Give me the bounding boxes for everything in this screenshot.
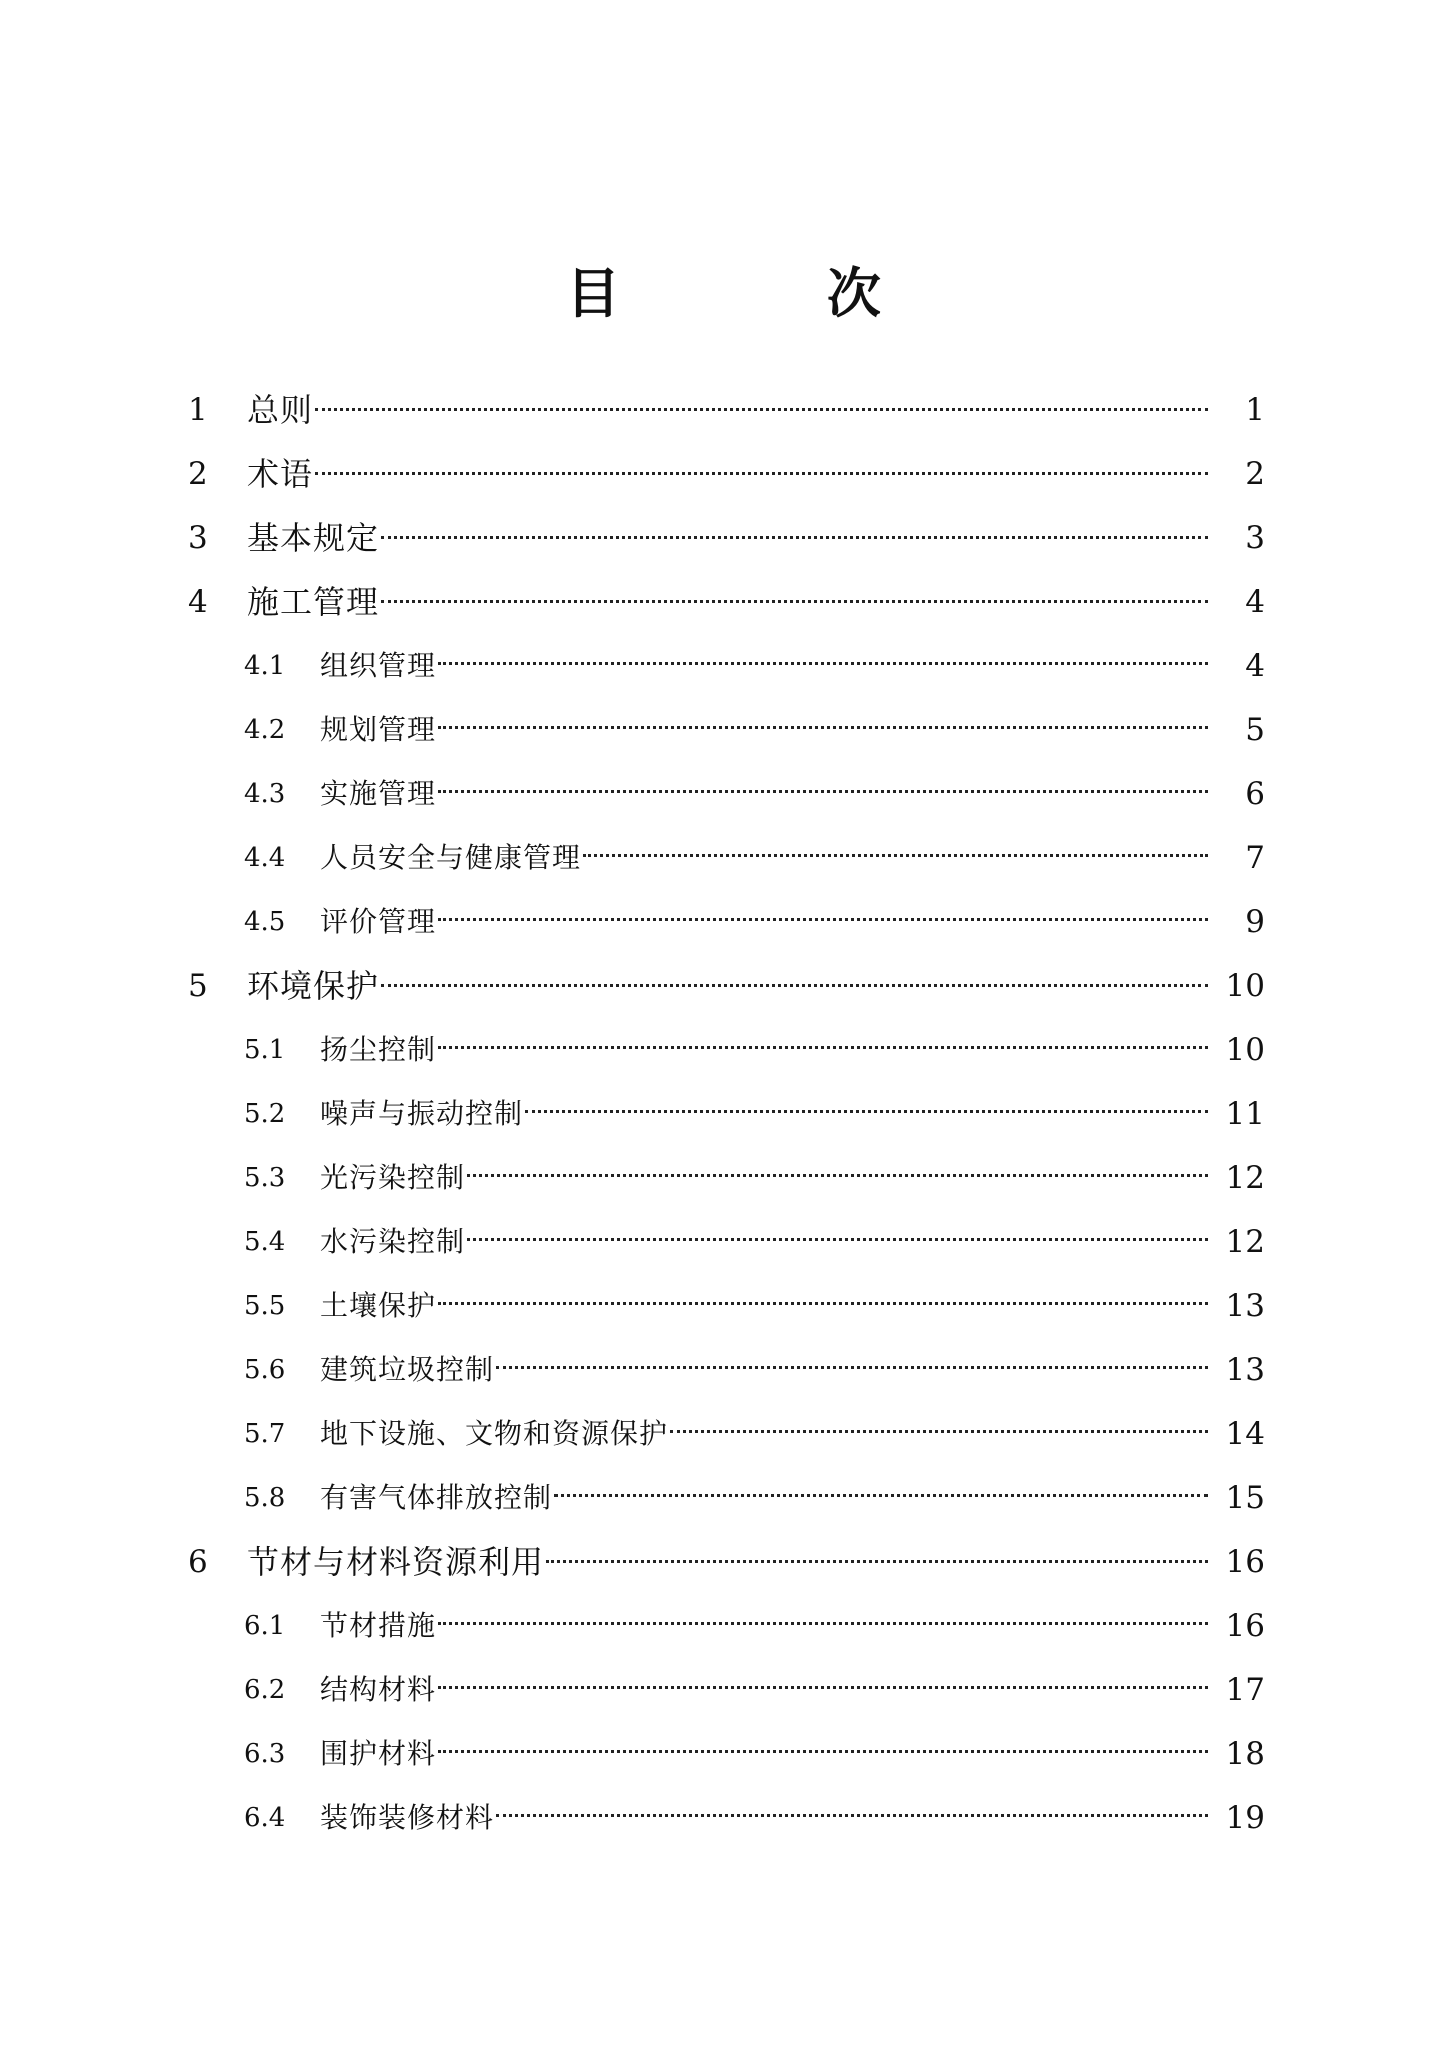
entry-label: 有害气体排放控制 xyxy=(320,1481,553,1514)
entry-page-number: 12 xyxy=(1225,1160,1265,1196)
entry-page-number: 3 xyxy=(1245,520,1265,556)
entry-page-number: 1 xyxy=(1245,392,1265,428)
toc-entry[interactable] xyxy=(0,1345,1447,1395)
entry-number: 5.1 xyxy=(244,1035,286,1065)
entry-label: 环境保护 xyxy=(247,967,380,1005)
entry-number: 6.3 xyxy=(244,1739,286,1769)
entry-label: 术语 xyxy=(247,455,314,493)
entry-number: 5.7 xyxy=(244,1419,286,1449)
toc-entry[interactable] xyxy=(0,1473,1447,1523)
entry-number: 6.1 xyxy=(244,1611,286,1641)
toc-entry[interactable] xyxy=(0,1089,1447,1139)
entry-page-number: 12 xyxy=(1225,1224,1265,1260)
toc-entry[interactable] xyxy=(0,833,1447,883)
dot-leader xyxy=(554,1492,1208,1497)
entry-number: 5.6 xyxy=(244,1355,286,1385)
toc-entry[interactable] xyxy=(0,513,1447,563)
dot-leader xyxy=(496,1812,1208,1817)
toc-entry[interactable] xyxy=(0,1729,1447,1779)
entry-page-number: 4 xyxy=(1245,648,1265,684)
entry-label: 基本规定 xyxy=(247,519,380,557)
entry-label: 水污染控制 xyxy=(320,1225,466,1258)
dot-leader xyxy=(496,1364,1208,1369)
entry-label: 节材措施 xyxy=(320,1609,437,1642)
dot-leader xyxy=(315,406,1208,411)
toc-entry[interactable] xyxy=(0,1793,1447,1843)
dot-leader xyxy=(438,916,1208,921)
entry-number: 5.3 xyxy=(244,1163,286,1193)
entry-label: 规划管理 xyxy=(320,713,437,746)
entry-page-number: 11 xyxy=(1225,1096,1265,1132)
entry-label: 结构材料 xyxy=(320,1673,437,1706)
toc-entry[interactable] xyxy=(0,1601,1447,1651)
toc-entry[interactable] xyxy=(0,449,1447,499)
entry-label: 组织管理 xyxy=(320,649,437,682)
dot-leader xyxy=(583,852,1208,857)
dot-leader xyxy=(438,1300,1208,1305)
entry-number: 5 xyxy=(188,968,208,1004)
dot-leader xyxy=(438,660,1208,665)
dot-leader xyxy=(438,1748,1208,1753)
entry-page-number: 15 xyxy=(1225,1480,1265,1516)
toc-entry[interactable] xyxy=(0,1665,1447,1715)
toc-entry[interactable] xyxy=(0,1217,1447,1267)
toc-entry[interactable] xyxy=(0,577,1447,627)
entry-label: 施工管理 xyxy=(247,583,380,621)
entry-label: 建筑垃圾控制 xyxy=(320,1353,495,1386)
entry-label: 土壤保护 xyxy=(320,1289,437,1322)
entry-number: 4.1 xyxy=(244,651,286,681)
entry-number: 3 xyxy=(188,520,208,556)
dot-leader xyxy=(381,982,1208,987)
entry-number: 4 xyxy=(188,584,208,620)
entry-page-number: 4 xyxy=(1245,584,1265,620)
entry-label: 扬尘控制 xyxy=(320,1033,437,1066)
toc-entry[interactable] xyxy=(0,1025,1447,1075)
dot-leader xyxy=(438,1044,1208,1049)
entry-page-number: 5 xyxy=(1245,712,1265,748)
entry-label: 围护材料 xyxy=(320,1737,437,1770)
dot-leader xyxy=(381,534,1208,539)
entry-number: 4.2 xyxy=(244,715,286,745)
entry-label: 地下设施、文物和资源保护 xyxy=(320,1417,669,1450)
entry-label: 人员安全与健康管理 xyxy=(320,841,582,874)
toc-entry[interactable] xyxy=(0,1281,1447,1331)
dot-leader xyxy=(438,788,1208,793)
dot-leader xyxy=(381,598,1208,603)
entry-page-number: 10 xyxy=(1225,1032,1265,1068)
dot-leader xyxy=(546,1558,1208,1563)
entry-number: 4.5 xyxy=(244,907,286,937)
entry-label: 光污染控制 xyxy=(320,1161,466,1194)
entry-number: 5.2 xyxy=(244,1099,286,1129)
toc-entry[interactable] xyxy=(0,1409,1447,1459)
dot-leader xyxy=(670,1428,1208,1433)
entry-number: 5.5 xyxy=(244,1291,286,1321)
toc-entry[interactable] xyxy=(0,1537,1447,1587)
entry-page-number: 16 xyxy=(1225,1544,1265,1580)
toc-entry[interactable] xyxy=(0,705,1447,755)
entry-number: 5.4 xyxy=(244,1227,286,1257)
entry-page-number: 9 xyxy=(1245,904,1265,940)
entry-number: 6.2 xyxy=(244,1675,286,1705)
entry-page-number: 6 xyxy=(1245,776,1265,812)
toc-entry[interactable] xyxy=(0,769,1447,819)
entry-number: 6 xyxy=(188,1544,208,1580)
toc-entry[interactable] xyxy=(0,1153,1447,1203)
entry-label: 总则 xyxy=(247,391,314,429)
toc-entry[interactable] xyxy=(0,641,1447,691)
dot-leader xyxy=(315,470,1208,475)
entry-label: 节材与材料资源利用 xyxy=(247,1543,545,1581)
toc-entry[interactable] xyxy=(0,385,1447,435)
entry-label: 评价管理 xyxy=(320,905,437,938)
entry-number: 6.4 xyxy=(244,1803,286,1833)
dot-leader xyxy=(438,724,1208,729)
entry-label: 装饰装修材料 xyxy=(320,1801,495,1834)
entry-number: 4.3 xyxy=(244,779,286,809)
entry-label: 实施管理 xyxy=(320,777,437,810)
entry-page-number: 19 xyxy=(1225,1800,1265,1836)
toc-entry[interactable] xyxy=(0,961,1447,1011)
entry-number: 2 xyxy=(188,456,208,492)
dot-leader xyxy=(438,1684,1208,1689)
dot-leader xyxy=(438,1620,1208,1625)
entry-page-number: 18 xyxy=(1225,1736,1265,1772)
dot-leader xyxy=(525,1108,1208,1113)
entry-page-number: 16 xyxy=(1225,1608,1265,1644)
entry-number: 1 xyxy=(188,392,208,428)
dot-leader xyxy=(467,1172,1208,1177)
entry-page-number: 10 xyxy=(1225,968,1265,1004)
dot-leader xyxy=(467,1236,1208,1241)
entry-page-number: 17 xyxy=(1225,1672,1265,1708)
entry-page-number: 13 xyxy=(1225,1352,1265,1388)
entry-page-number: 14 xyxy=(1225,1416,1265,1452)
entry-page-number: 13 xyxy=(1225,1288,1265,1324)
entry-number: 4.4 xyxy=(244,843,286,873)
entry-label: 噪声与振动控制 xyxy=(320,1097,524,1130)
entry-number: 5.8 xyxy=(244,1483,286,1513)
entry-page-number: 7 xyxy=(1245,840,1265,876)
entry-page-number: 2 xyxy=(1245,456,1265,492)
toc-entry[interactable] xyxy=(0,897,1447,947)
page-title: 目 次 xyxy=(566,262,975,325)
